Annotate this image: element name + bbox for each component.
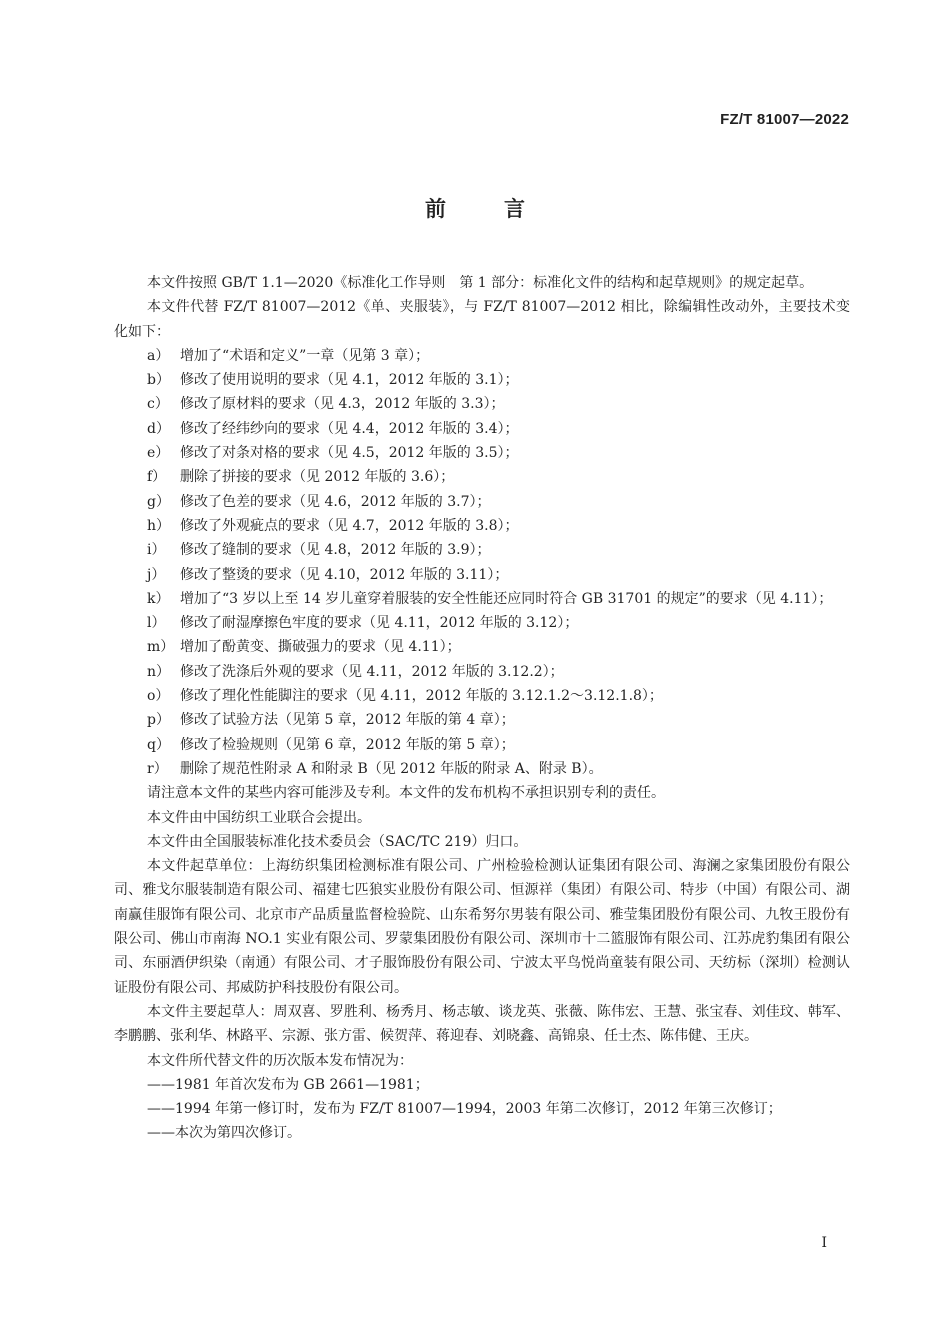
list-item-text: 修改了检验规则（见第 6 章，2012 年版的第 5 章）； (180, 736, 515, 753)
centralized-by: 本文件由全国服装标准化技术委员会（SAC/TC 219）归口。 (147, 833, 528, 850)
list-item-text: 修改了经纬纱向的要求（见 4.4，2012 年版的 3.4）； (180, 420, 519, 437)
list-item-text: 修改了使用说明的要求（见 4.1，2012 年版的 3.1）； (180, 372, 519, 389)
list-item (114, 684, 850, 708)
list-item-mark: q） (147, 736, 170, 753)
list-item-text: 修改了整烫的要求（见 4.10，2012 年版的 3.11）； (180, 566, 509, 583)
list-item (114, 368, 850, 392)
drafting-basis-paragraph: 本文件按照 GB/T 1.1—2020《标准化工作导则 第 1 部分：标准化文件的结构和起草规则》的规定起草。 (147, 275, 814, 291)
list-item-text: 删除了拼接的要求（见 2012 年版的 3.6）； (180, 469, 455, 486)
list-item (114, 417, 850, 441)
page-title-part1: 前 (425, 197, 446, 221)
list-item-mark: f） (147, 469, 167, 486)
list-item-mark: g） (147, 493, 170, 510)
foreword-body (114, 271, 850, 1146)
list-item (114, 465, 850, 489)
list-item (114, 611, 850, 635)
page-title (0, 193, 950, 223)
list-item (114, 757, 850, 781)
list-item-mark: j） (147, 566, 166, 583)
list-item-text: 修改了试验方法（见第 5 章，2012 年版的第 4 章）； (180, 712, 515, 729)
list-item-mark: h） (147, 517, 171, 534)
list-item-text: 增加了“术语和定义”一章（见第 3 章）； (180, 347, 430, 364)
replacement-paragraph: 本文件代替 FZ/T 81007—2012《单、夹服装》，与 FZ/T 81007—2012 相比，除编辑性改动外，主要技术变化如下： (114, 299, 850, 340)
list-item-text: 修改了色差的要求（见 4.6，2012 年版的 3.7）； (180, 493, 491, 510)
list-item-text: 修改了洗涤后外观的要求（见 4.11，2012 年版的 3.12.2）； (180, 663, 564, 680)
list-item-text: 修改了理化性能脚注的要求（见 4.11，2012 年版的 3.12.1.2～3.12.1.8）； (180, 688, 663, 705)
history-item: ——1981 年首次发布为 GB 2661—1981； (147, 1076, 429, 1093)
standard-code: FZ/T 81007—2022 (720, 111, 849, 128)
page-title-part2: 言 (504, 197, 525, 221)
list-item (114, 392, 850, 416)
list-item (114, 441, 850, 465)
list-item-mark: b） (147, 372, 170, 389)
list-item (114, 344, 850, 368)
list-item-text: 修改了耐湿摩擦色牢度的要求（见 4.11，2012 年版的 3.12）； (180, 615, 579, 632)
list-item-mark: e） (147, 445, 170, 462)
history-item: ——1994 年第一修订时，发布为 FZ/T 81007—1994，2003 年第二次修订，2012 年第三次修订； (147, 1101, 782, 1118)
list-item-mark: o） (147, 688, 170, 705)
technical-changes-list (114, 344, 850, 781)
history-intro: 本文件所代替文件的历次版本发布情况为： (147, 1052, 413, 1069)
list-item-mark: m） (147, 639, 175, 656)
page-number: I (821, 1235, 827, 1251)
list-item (114, 490, 850, 514)
list-item-mark: i） (147, 542, 166, 559)
list-item-text: 增加了“3 岁以上至 14 岁儿童穿着服装的安全性能还应同时符合 GB 31701 的规定”的要求（见 4.11）； (180, 590, 833, 607)
list-item (114, 587, 850, 611)
list-item (114, 514, 850, 538)
list-item-text: 删除了规范性附录 A 和附录 B（见 2012 年版的附录 A、附录 B）。 (180, 760, 603, 777)
list-item (114, 538, 850, 562)
list-item (114, 660, 850, 684)
list-item-mark: k） (147, 590, 170, 607)
list-item-mark: d） (147, 420, 170, 437)
list-item-mark: l） (147, 615, 166, 632)
list-item-text: 修改了原材料的要求（见 4.3，2012 年版的 3.3）； (180, 396, 505, 413)
drafting-units: 本文件起草单位：上海纺织集团检测标准有限公司、广州检验检测认证集团有限公司、海澜之家集团股份有限公司、雅戈尔服装制造有限公司、福建七匹狼实业股份有限公司、恒源祥（集团）有限公司、特步（中国）有限公司、湖南赢佳服饰有限公司、北京市产品质量监督检验院、山东希努尔男装有限公司、雅莹集团股份有限公司、九牧王股份有限公司、佛山市南海 NO.1 实业有限公司、罗蒙集团股份有限公司、深圳市十二篮服饰有限公司、江苏虎豹集团有限公司、东丽酒伊织染（南通）有限公司、才子服饰股份有限公司、宁波太平鸟悦尚童装有限公司、天纺标（深圳）检测认证股份有限公司、邦威防护科技股份有限公司。 (114, 858, 850, 996)
list-item-mark: a） (147, 347, 170, 364)
proposed-by: 本文件由中国纺织工业联合会提出。 (147, 809, 371, 826)
list-item (114, 733, 850, 757)
list-item-text: 修改了外观疵点的要求（见 4.7，2012 年版的 3.8）； (180, 517, 519, 534)
list-item-text: 增加了酚黄变、撕破强力的要求（见 4.11）； (180, 639, 461, 656)
list-item-mark: n） (147, 663, 171, 680)
list-item-mark: r） (147, 760, 168, 777)
list-item (114, 563, 850, 587)
list-item-mark: c） (147, 396, 169, 413)
patent-notice: 请注意本文件的某些内容可能涉及专利。本文件的发布机构不承担识别专利的责任。 (147, 785, 665, 802)
list-item-mark: p） (147, 712, 170, 729)
list-item-text: 修改了缝制的要求（见 4.8，2012 年版的 3.9）； (180, 542, 491, 559)
list-item (114, 635, 850, 659)
list-item-text: 修改了对条对格的要求（见 4.5，2012 年版的 3.5）； (180, 445, 519, 462)
main-drafters: 本文件主要起草人：周双喜、罗胜利、杨秀月、杨志敏、谈龙英、张薇、陈伟宏、王慧、张宝春、刘佳玟、韩军、李鹏鹏、张利华、林路平、宗源、张方雷、候贺萍、蒋迎春、刘晓鑫、高锦泉、任士杰、陈伟健、王庆。 (114, 1003, 850, 1045)
history-item: ——本次为第四次修订。 (147, 1125, 301, 1142)
list-item (114, 708, 850, 732)
